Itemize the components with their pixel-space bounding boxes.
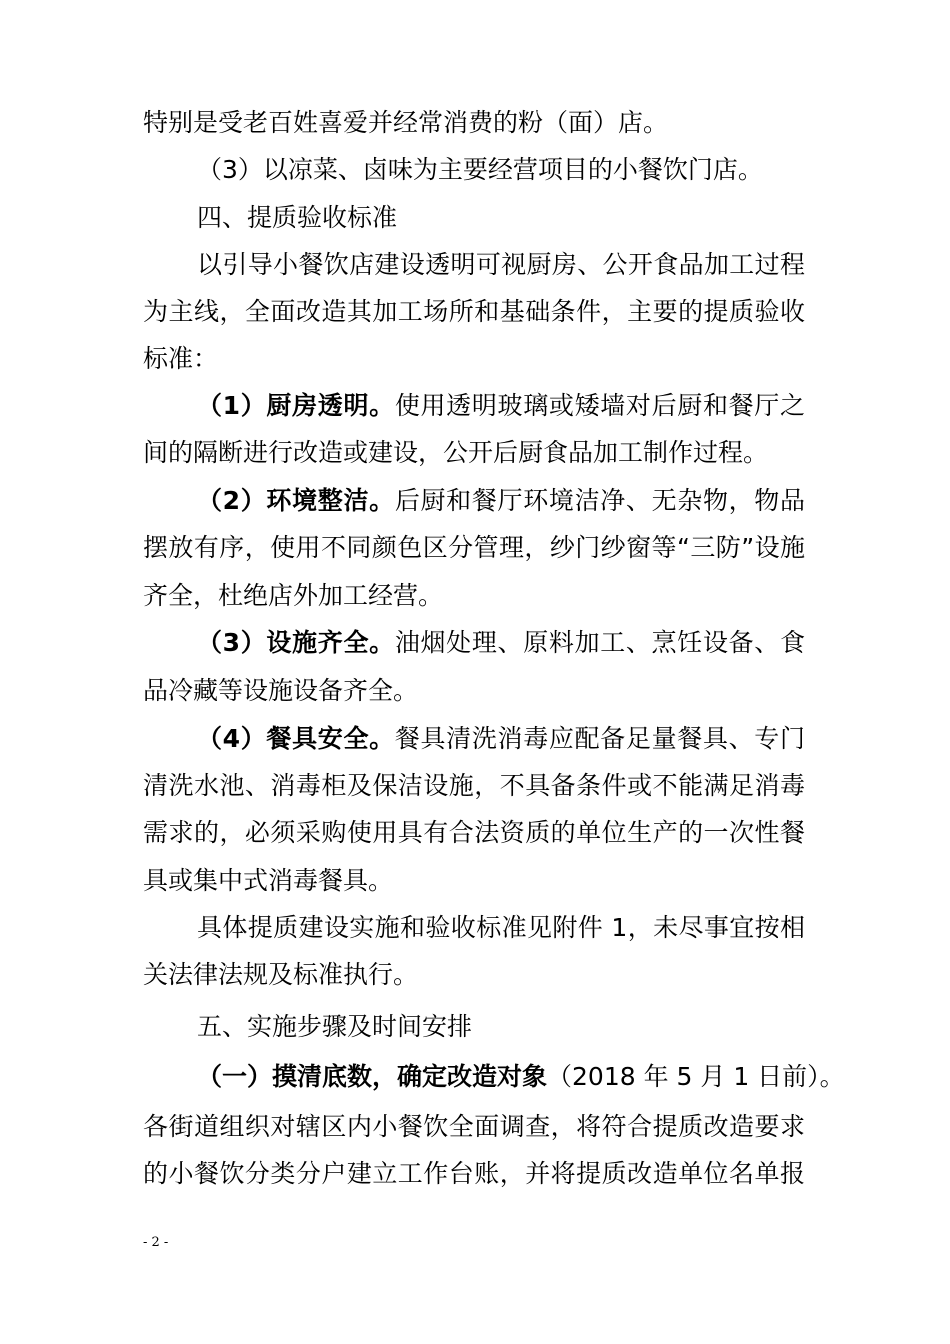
text-line: （3）以凉菜、卤味为主要经营项目的小餐饮门店。 [197, 155, 763, 184]
text-line: 需求的，必须采购使用具有合法资质的单位生产的一次性餐 [143, 818, 805, 847]
step-heading: （一）摸清底数，确定改造对象（2018 年 5 月 1 日前）。 [197, 1062, 845, 1091]
step-title: （一）摸清底数，确定改造对象 [197, 1062, 548, 1091]
text-line: 摆放有序，使用不同颜色区分管理，纱门纱窗等“三防”设施 [143, 533, 805, 562]
standard-item-title: （2）环境整洁。 [197, 486, 395, 515]
standard-item-4: （4）餐具安全。餐具清洗消毒应配备足量餐具、专门 [197, 724, 805, 753]
text-line: 标准： [143, 344, 219, 373]
text-line: 特别是受老百姓喜爱并经常消费的粉（面）店。 [143, 108, 669, 137]
section-heading: 五、实施步骤及时间安排 [197, 1012, 473, 1041]
standard-item-title: （4）餐具安全。 [197, 724, 395, 753]
section-heading: 四、提质验收标准 [197, 203, 398, 232]
text-line: 为主线，全面改造其加工场所和基础条件，主要的提质验收 [143, 297, 805, 326]
standard-item-2: （2）环境整洁。后厨和餐厅环境洁净、无杂物，物品 [197, 486, 805, 515]
text-line: 品冷藏等设施设备齐全。 [143, 676, 419, 705]
standard-item-3: （3）设施齐全。油烟处理、原料加工、烹饪设备、食 [197, 628, 805, 657]
text-line: 的小餐饮分类分户建立工作台账，并将提质改造单位名单报 [143, 1159, 805, 1188]
text-line: 具或集中式消毒餐具。 [143, 866, 394, 895]
text-line: 以引导小餐饮店建设透明可视厨房、公开食品加工过程 [197, 250, 805, 279]
text-line: 清洗水池、消毒柜及保洁设施，不具备条件或不能满足消毒 [143, 771, 805, 800]
standard-item-1: （1）厨房透明。使用透明玻璃或矮墙对后厨和餐厅之 [197, 391, 805, 420]
page-number: - 2 - [143, 1235, 169, 1250]
text-line: 具体提质建设实施和验收标准见附件 1，未尽事宜按相 [197, 913, 805, 942]
standard-item-title: （1）厨房透明。 [197, 391, 395, 420]
text-line: 齐全，杜绝店外加工经营。 [143, 581, 444, 610]
text-line: 关法律法规及标准执行。 [143, 960, 419, 989]
text-line: 间的隔断进行改造或建设，公开后厨食品加工制作过程。 [143, 438, 769, 467]
text-line: 各街道组织对辖区内小餐饮全面调查，将符合提质改造要求 [143, 1112, 805, 1141]
standard-item-title: （3）设施齐全。 [197, 628, 395, 657]
